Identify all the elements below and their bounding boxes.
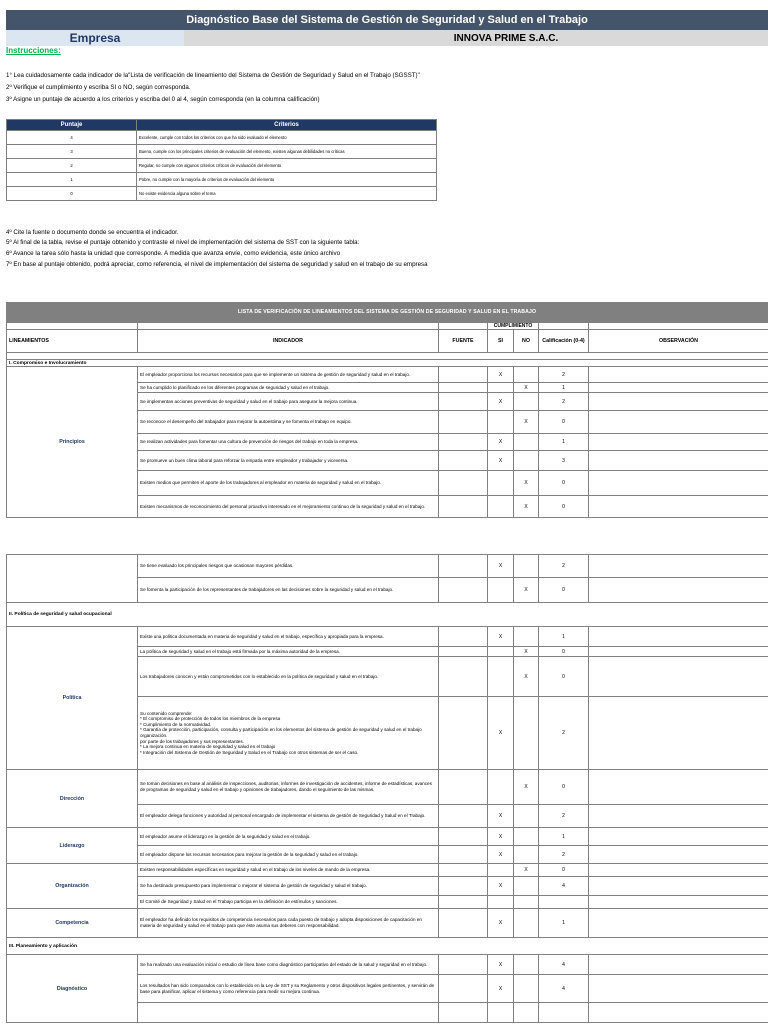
criteria-score: 1: [7, 173, 137, 187]
indicator-text: Existe una política documentada en materia de seguridad y salud en el trabajo, específica y apropiada para la empresa.: [138, 627, 439, 647]
yes-cell[interactable]: X: [488, 697, 514, 770]
yes-cell[interactable]: [488, 471, 514, 496]
source-cell[interactable]: [439, 367, 488, 383]
criteria-table: [6, 119, 437, 201]
source-cell[interactable]: [439, 451, 488, 471]
score-cell[interactable]: 0: [539, 657, 589, 697]
indicator-text: Se reconoce el desempeño del trabajador para mejorar la autoestima y se fomenta el trabajo en equipo.: [138, 411, 439, 434]
score-cell[interactable]: 0: [539, 647, 589, 657]
score-cell[interactable]: 1: [539, 383, 589, 393]
criteria-text: Pobre, no cumple con la mayoría de criterios de evaluación del elemento: [137, 173, 437, 187]
group-liderazgo: Liderazgo: [7, 828, 138, 864]
observation-cell[interactable]: [589, 770, 768, 805]
section-heading: II. Política de seguridad y salud ocupacional: [7, 603, 768, 627]
yes-cell[interactable]: [488, 647, 514, 657]
criteria-row: [7, 131, 437, 145]
yes-cell[interactable]: X: [488, 975, 514, 1003]
score-cell[interactable]: 2: [539, 697, 589, 770]
instruction-step-1: 1° Lea cuidadosamente cada indicador de la"Lista de verificación de lineamiento del Sistema de Gestión de Seguridad y Salud en el Trabajo (SGSST)": [6, 72, 420, 79]
observation-cell[interactable]: [589, 657, 768, 697]
table-row: [7, 909, 768, 938]
yes-cell[interactable]: X: [488, 367, 514, 383]
criteria-score: 2: [7, 159, 137, 173]
yes-cell[interactable]: [488, 864, 514, 877]
criteria-row: [7, 159, 437, 173]
indicator-text: El empleador dispone los recursos necesarios para mejorar la gestión de la seguridad y salud en el trabajo.: [138, 846, 439, 864]
source-cell[interactable]: [439, 1003, 488, 1023]
observation-cell[interactable]: [589, 471, 768, 496]
score-cell[interactable]: 4: [539, 975, 589, 1003]
company-label: Empresa: [6, 30, 184, 46]
no-cell[interactable]: [514, 805, 539, 828]
observation-cell[interactable]: [589, 805, 768, 828]
source-header: FUENTE: [439, 330, 488, 353]
indicator-line: * Integración del Sistema de Gestión de Seguridad y Salud en el Trabajo con otros sistemas de ser el caso.: [140, 749, 359, 755]
criteria-text: Regular, no cumple con algunos criterios críticos de evaluación del elemento: [137, 159, 437, 173]
no-cell[interactable]: X: [514, 657, 539, 697]
yes-cell[interactable]: X: [488, 434, 514, 451]
table-row: [7, 955, 768, 975]
source-cell[interactable]: [439, 555, 488, 578]
instruction-step-3: 3º Asigne un puntaje de acuerdo a los criterios y escriba del 0 al 4, según corresponda (en la columna calificación): [6, 96, 320, 103]
table-row: [7, 864, 768, 877]
instruction-step-7: 7º En base al puntaje obtenido, podrá apreciar, como referencia, el nivel de implementación del sistema de seguridad y salud en el trabajo de su empresa: [6, 261, 428, 268]
no-cell[interactable]: [514, 434, 539, 451]
no-cell[interactable]: [514, 697, 539, 770]
source-cell[interactable]: [439, 955, 488, 975]
indicator-text: Existen medios que permiten el aporte de los trabajadores al empleador en materia de seguridad y salud en el trabajo.: [138, 471, 439, 496]
criteria-text: No existe evidencia alguna sobre el tema: [137, 187, 437, 201]
table-row: [7, 555, 768, 578]
indicator-header: INDICADOR: [138, 330, 439, 353]
score-header: Calificación (0-4): [539, 330, 589, 353]
score-cell[interactable]: 3: [539, 451, 589, 471]
no-cell[interactable]: [514, 555, 539, 578]
indicator-line: * La mejora continua en materia de seguridad y salud en el trabajo: [140, 744, 276, 750]
observation-cell[interactable]: [589, 955, 768, 975]
group-diagnostico: Diagnóstico: [7, 955, 138, 1023]
indicator-text: Existen responsabilidades específicas en seguridad y salud en el trabajo de los niveles de mando de la empresa.: [138, 864, 439, 877]
yes-header: SI: [488, 330, 514, 353]
source-cell[interactable]: [439, 805, 488, 828]
no-cell[interactable]: [514, 909, 539, 938]
yes-cell[interactable]: [488, 496, 514, 518]
table-row: [7, 828, 768, 846]
no-cell[interactable]: [514, 367, 539, 383]
indicator-line: * Garantía de protección, participación, consulta y participación en los elementos del sistema de gestión de seguridad y salud en el trabajo organización.: [140, 727, 422, 738]
criteria-text: Excelente, cumple con todos los criterios con que ha sido evaluado el elemento: [137, 131, 437, 145]
yes-cell[interactable]: [488, 770, 514, 805]
indicator-text: Se promueve un buen clima laboral para reforzar la empatía entre empleador y trabajador y viceversa.: [138, 451, 439, 471]
score-cell[interactable]: [539, 1003, 589, 1023]
group-politica: Política: [7, 627, 138, 770]
checklist-table-part-1: [6, 322, 768, 518]
group-principios: Principios: [7, 367, 138, 518]
indicator-text: El Comité de Seguridad y Salud en el Trabajo participa en la definición de estímulos y sanciones.: [138, 896, 439, 909]
document-title: Diagnóstico Base del Sistema de Gestión de Seguridad y Salud en el Trabajo: [6, 10, 768, 30]
criteria-row: [7, 145, 437, 159]
instruction-step-4: 4º Cite la fuente o documento donde se encuentra el indicador.: [6, 229, 179, 236]
score-cell[interactable]: 0: [539, 770, 589, 805]
no-cell[interactable]: X: [514, 471, 539, 496]
observation-cell[interactable]: [589, 627, 768, 647]
source-cell[interactable]: [439, 393, 488, 411]
source-cell[interactable]: [439, 434, 488, 451]
source-cell[interactable]: [439, 657, 488, 697]
indicator-text: Se tiene evaluado los principales riesgos que ocasionan mayores pérdidas.: [138, 555, 439, 578]
source-cell[interactable]: [439, 877, 488, 896]
indicator-text: [138, 697, 439, 770]
yes-cell[interactable]: X: [488, 955, 514, 975]
indicator-text: Se realizan actividades para fomentar una cultura de prevención de riesgos del trabajo en toda la empresa.: [138, 434, 439, 451]
yes-cell[interactable]: X: [488, 393, 514, 411]
criteria-header-score: Puntaje: [7, 120, 137, 131]
indicator-line: Su contenido comprende:: [140, 710, 193, 716]
no-cell[interactable]: [514, 627, 539, 647]
criteria-score: 4: [7, 131, 137, 145]
indicator-text: Se fomenta la participación de los representantes de trabajadores en las decisiones sobre la seguridad y salud en el trabajo.: [138, 578, 439, 603]
yes-cell[interactable]: X: [488, 805, 514, 828]
yes-cell[interactable]: X: [488, 828, 514, 846]
no-cell[interactable]: X: [514, 578, 539, 603]
yes-cell[interactable]: [488, 383, 514, 393]
observation-cell[interactable]: [589, 909, 768, 938]
source-cell[interactable]: [439, 697, 488, 770]
criteria-header-criteria: Criterios: [137, 120, 437, 131]
instruction-step-5: 5º Al final de la tabla, revise el puntaje obtenido y contraste el nivel de implementación del sistema de SST con la siguiente tabla:: [6, 239, 360, 246]
score-cell[interactable]: 2: [539, 805, 589, 828]
yes-cell[interactable]: X: [488, 555, 514, 578]
company-row: [6, 30, 768, 46]
observation-header: OBSERVACIÓN: [589, 330, 768, 353]
observation-cell[interactable]: [589, 828, 768, 846]
no-cell[interactable]: X: [514, 864, 539, 877]
criteria-score: 3: [7, 145, 137, 159]
yes-cell[interactable]: X: [488, 846, 514, 864]
no-cell[interactable]: [514, 393, 539, 411]
observation-cell[interactable]: [589, 451, 768, 471]
guidelines-header: LINEAMIENTOS: [7, 330, 138, 353]
observation-cell[interactable]: [589, 367, 768, 383]
observation-cell[interactable]: [589, 697, 768, 770]
observation-cell[interactable]: [589, 434, 768, 451]
indicator-line: * El compromiso de protección de todos los miembros de la empresa: [140, 716, 281, 722]
yes-cell[interactable]: X: [488, 451, 514, 471]
source-cell[interactable]: [439, 846, 488, 864]
observation-cell[interactable]: [589, 864, 768, 877]
observation-cell[interactable]: [589, 846, 768, 864]
observation-cell[interactable]: [589, 877, 768, 896]
criteria-row: [7, 187, 437, 201]
criteria-score: 0: [7, 187, 137, 201]
source-cell[interactable]: [439, 896, 488, 909]
indicator-text: Se ha realizado una evaluación inicial o estudio de línea base como diagnóstico participativo del estado de la salud y seguridad en el trabajo.: [138, 955, 439, 975]
no-cell[interactable]: X: [514, 383, 539, 393]
score-cell[interactable]: 1: [539, 434, 589, 451]
indicator-text: Se ha cumplido lo planificado en los diferentes programas de seguridad y salud en el trabajo.: [138, 383, 439, 393]
instructions-heading: Instrucciones:: [6, 46, 61, 55]
no-cell[interactable]: X: [514, 496, 539, 518]
score-cell[interactable]: 1: [539, 627, 589, 647]
yes-cell[interactable]: X: [488, 909, 514, 938]
observation-cell[interactable]: [589, 975, 768, 1003]
indicator-text: La política de seguridad y salud en el trabajo está firmada por la máxima autoridad de la empresa.: [138, 647, 439, 657]
indicator-text: El empleador proporciona los recursos necesarios para que se implemente un sistema de gestión de seguridad y salud en el trabajo.: [138, 367, 439, 383]
observation-cell[interactable]: [589, 647, 768, 657]
score-cell[interactable]: 2: [539, 393, 589, 411]
score-cell[interactable]: 2: [539, 846, 589, 864]
compliance-header: CUMPLIMIENTO: [488, 323, 539, 330]
criteria-row: [7, 173, 437, 187]
group-direccion: Dirección: [7, 770, 138, 828]
instruction-step-6: 6º Avance la tarea sólo hasta la unidad que corresponde. A medida que avanza envíe, como evidencia, este único archivo: [6, 250, 341, 257]
observation-cell[interactable]: [589, 1003, 768, 1023]
source-cell[interactable]: [439, 770, 488, 805]
source-cell[interactable]: [439, 496, 488, 518]
no-header: NO: [514, 330, 539, 353]
section-heading: I. Compromiso e Involucramiento: [7, 360, 768, 367]
no-cell[interactable]: [514, 828, 539, 846]
observation-cell[interactable]: [589, 578, 768, 603]
score-cell[interactable]: 4: [539, 955, 589, 975]
score-cell[interactable]: 0: [539, 496, 589, 518]
score-cell[interactable]: 0: [539, 411, 589, 434]
source-cell[interactable]: [439, 578, 488, 603]
score-cell[interactable]: 2: [539, 367, 589, 383]
score-cell[interactable]: 2: [539, 555, 589, 578]
source-cell[interactable]: [439, 647, 488, 657]
score-cell[interactable]: 0: [539, 864, 589, 877]
yes-cell[interactable]: X: [488, 627, 514, 647]
indicator-text: Existen mecanismos de reconocimiento del personal proactivo interesado en el mejoramiento continuo de la seguridad y salud en el trabajo.: [138, 496, 439, 518]
no-cell[interactable]: X: [514, 411, 539, 434]
score-cell[interactable]: 1: [539, 828, 589, 846]
table-row: [7, 627, 768, 647]
no-cell[interactable]: [514, 1003, 539, 1023]
indicator-text: El empleador delega funciones y autoridad al personal encargado de implementar el sistema de gestión de Seguridad y Salud en el Trabajo.: [138, 805, 439, 828]
observation-cell[interactable]: [589, 555, 768, 578]
yes-cell[interactable]: [488, 657, 514, 697]
score-cell[interactable]: 0: [539, 578, 589, 603]
indicator-text: Se implementan acciones preventivas de seguridad y salud en el trabajo para asegurar la mejora continua.: [138, 393, 439, 411]
yes-cell[interactable]: [488, 896, 514, 909]
observation-cell[interactable]: [589, 896, 768, 909]
checklist-banner: LISTA DE VERIFICACIÓN DE LINEAMIENTOS DEL SISTEMA DE GESTIÓN DE SEGURIDAD Y SALUD EN EL TRABAJO: [6, 302, 768, 322]
source-cell[interactable]: [439, 471, 488, 496]
indicator-text: Se toman decisiones en base al análisis de inspecciones, auditorias, informes de investigación de accidentes, informe de estadísticas, avances de programas de seguridad y salud en el trabajo y opiniones de trabajadores, dando el seguimiento de las mismas.: [138, 770, 439, 805]
source-cell[interactable]: [439, 383, 488, 393]
indicator-text: Se ha destinado presupuesto para implementar o mejorar el sistema de gestión de seguridad y salud el trabajo.: [138, 877, 439, 896]
indicator-text: Los resultados han sido comparados con lo establecido en la Ley de SST y su Reglamento y otros dispositivos legales pertinentes, y servirán de base para planificar, aplicar el sistema y como referencia para medir su mejora continua.: [138, 975, 439, 1003]
company-name[interactable]: INNOVA PRIME S.A.C.: [184, 30, 768, 46]
score-cell[interactable]: 4: [539, 877, 589, 896]
criteria-text: Bueno, cumple con los principales criterios de evaluación del elemento, existen algunas debilidades no críticas: [137, 145, 437, 159]
group-competencia: Competencia: [7, 909, 138, 938]
checklist-table-part-2: [6, 554, 768, 1023]
instruction-step-2: 2º Verifique el cumplimiento y escriba SI o NO, según corresponda.: [6, 84, 191, 91]
source-cell[interactable]: [439, 909, 488, 938]
score-cell[interactable]: [539, 896, 589, 909]
page-break: [0, 525, 768, 554]
no-cell[interactable]: [514, 846, 539, 864]
indicator-text: El empleador asume el liderazgo en la gestión de la seguridad y salud en el trabajo.: [138, 828, 439, 846]
yes-cell[interactable]: X: [488, 877, 514, 896]
yes-cell[interactable]: [488, 411, 514, 434]
no-cell[interactable]: X: [514, 770, 539, 805]
no-cell[interactable]: [514, 877, 539, 896]
observation-cell[interactable]: [589, 393, 768, 411]
indicator-line: por parte de los trabajadores y sus representantes.: [140, 738, 244, 744]
source-cell[interactable]: [439, 975, 488, 1003]
no-cell[interactable]: [514, 896, 539, 909]
source-cell[interactable]: [439, 627, 488, 647]
yes-cell[interactable]: [488, 578, 514, 603]
score-cell[interactable]: 0: [539, 471, 589, 496]
no-cell[interactable]: [514, 955, 539, 975]
indicator-text: Los trabajadores conocen y están comprometidos con lo establecido en la política de seguridad y salud en el trabajo.: [138, 657, 439, 697]
no-cell[interactable]: [514, 975, 539, 1003]
table-row: [7, 770, 768, 805]
source-cell[interactable]: [439, 828, 488, 846]
group-organizacion: Organización: [7, 864, 138, 909]
table-row: [7, 367, 768, 383]
yes-cell[interactable]: [488, 1003, 514, 1023]
indicator-text: El empleador ha definido los requisitos de competencia necesarios para cada puesto de trabajo y adopta disposiciones de capacitación en materia de seguridad y salud en el trabajo para que éste asuma sus deberes con responsabilidad.: [138, 909, 439, 938]
source-cell[interactable]: [439, 411, 488, 434]
score-cell[interactable]: 1: [539, 909, 589, 938]
observation-cell[interactable]: [589, 496, 768, 518]
indicator-line: * Cumplimiento de la normatividad.: [140, 721, 212, 727]
observation-cell[interactable]: [589, 383, 768, 393]
no-cell[interactable]: [514, 451, 539, 471]
no-cell[interactable]: X: [514, 647, 539, 657]
source-cell[interactable]: [439, 864, 488, 877]
section-heading: III. Planeamiento y aplicación: [7, 938, 768, 955]
observation-cell[interactable]: [589, 411, 768, 434]
